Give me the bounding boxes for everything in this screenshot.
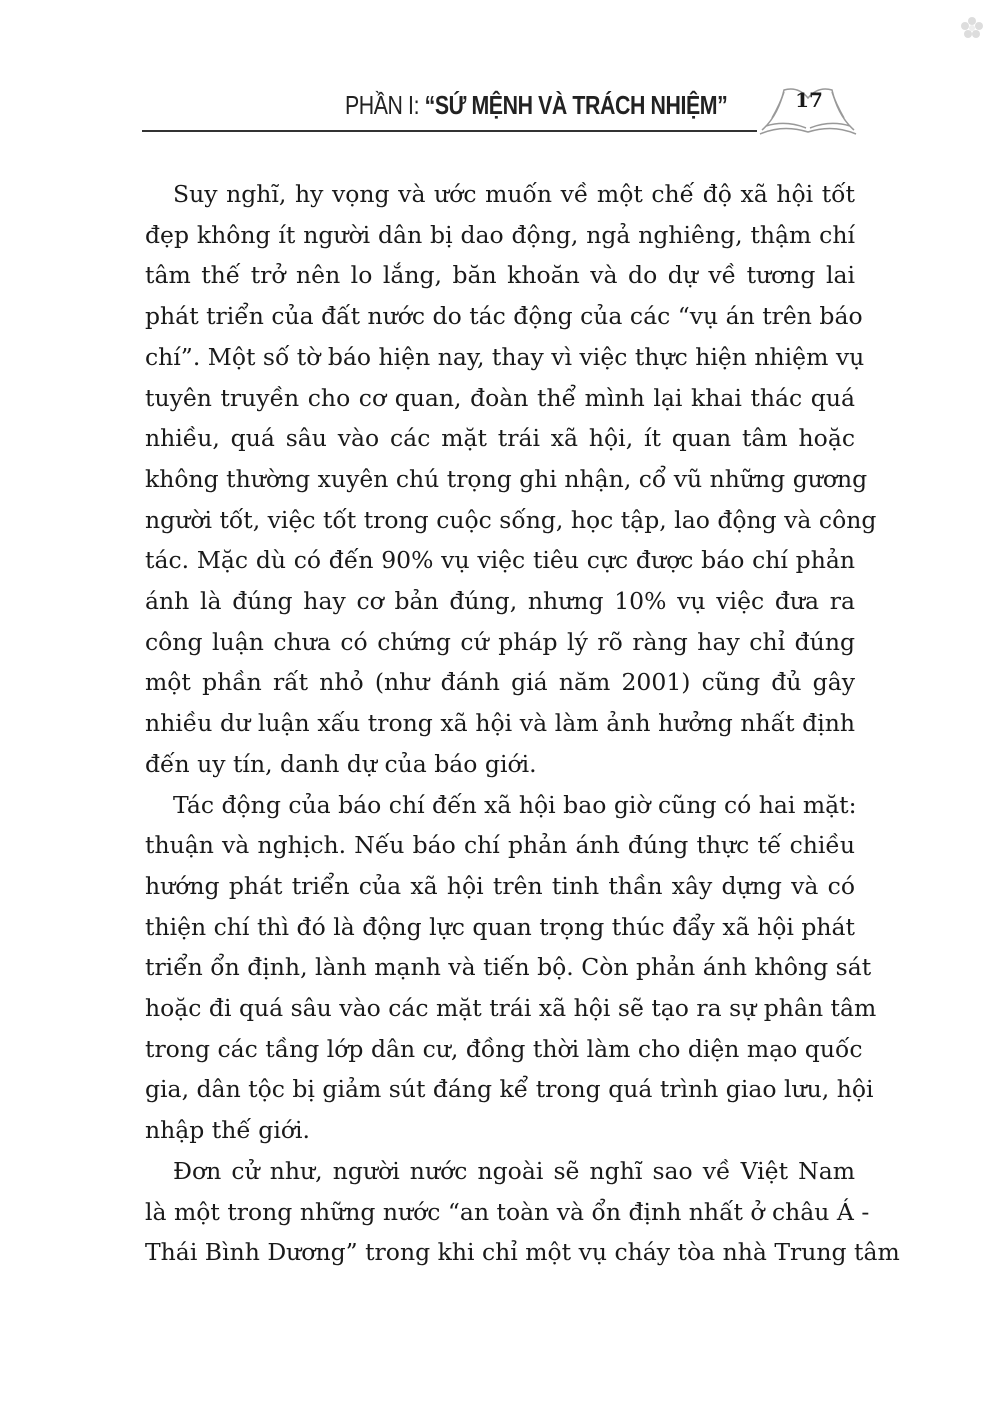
paragraph <box>145 174 877 785</box>
text-line: người tốt, việc tốt trong cuộc sống, học tập, lao động và công <box>145 505 877 534</box>
part-label: PHẦN I: <box>344 90 425 120</box>
text-line: ánh là đúng hay cơ bản đúng, nhưng 10% vụ việc đưa ra <box>145 587 855 616</box>
text-line: tâm thế trở nên lo lắng, băn khoăn và do dự về tương lai <box>145 261 855 290</box>
text-line: không thường xuyên chú trọng ghi nhận, cổ vũ những gương <box>145 464 868 493</box>
text-line: nhập thế giới. <box>145 1116 310 1145</box>
text-line: một phần rất nhỏ (như đánh giá năm 2001) cũng đủ gây <box>145 668 855 697</box>
text-line: chí”. Một số tờ báo hiện nay, thay vì việc thực hiện nhiệm vụ <box>145 342 865 371</box>
text-line: đẹp không ít người dân bị dao động, ngả nghiêng, thậm chí <box>145 220 855 249</box>
text-line: Thái Bình Dương” trong khi chỉ một vụ cháy tòa nhà Trung tâm <box>145 1238 900 1267</box>
page-body-text <box>145 174 900 1273</box>
text-line: triển ổn định, lành mạnh và tiến bộ. Còn phản ánh không sát <box>145 953 872 982</box>
part-title: “SỨ MỆNH VÀ TRÁCH NHIỆM” <box>424 90 727 120</box>
text-line: nhiều dư luận xấu trong xã hội và làm ảnh hưởng nhất định <box>145 709 855 738</box>
text-line: Suy nghĩ, hy vọng và ước muốn về một chế độ xã hội tốt <box>173 180 855 208</box>
text-line: đến uy tín, danh dự của báo giới. <box>145 749 537 778</box>
running-header <box>142 84 757 132</box>
text-line: gia, dân tộc bị giảm sút đáng kể trong quá trình giao lưu, hội <box>145 1075 874 1104</box>
text-line: nhiều, quá sâu vào các mặt trái xã hội, ít quan tâm hoặc <box>145 424 855 453</box>
text-line: Đơn cử như, người nước ngoài sẽ nghĩ sao về Việt Nam <box>173 1156 855 1185</box>
paragraph <box>145 785 877 1151</box>
text-line: công luận chưa có chứng cứ pháp lý rõ ràng hay chỉ đúng <box>145 627 855 656</box>
text-line: hoặc đi quá sâu vào các mặt trái xã hội sẽ tạo ra sự phân tâm <box>145 994 877 1023</box>
text-line: hướng phát triển của xã hội trên tinh thần xây dựng và có <box>145 871 855 900</box>
text-line: trong các tầng lớp dân cư, đồng thời làm cho diện mạo quốc <box>145 1034 863 1063</box>
text-line: thuận và nghịch. Nếu báo chí phản ánh đúng thực tế chiều <box>145 831 855 860</box>
paragraph <box>145 1151 900 1273</box>
text-line: Tác động của báo chí đến xã hội bao giờ cũng có hai mặt: <box>173 790 857 819</box>
text-line: là một trong những nước “an toàn và ổn định nhất ở châu Á - <box>145 1197 870 1226</box>
text-line: thiện chí thì đó là động lực quan trọng thúc đẩy xã hội phát <box>145 912 855 941</box>
page-number: 17 <box>795 88 823 112</box>
header-title <box>345 90 727 121</box>
text-line: phát triển của đất nước do tác động của các “vụ án trên báo <box>145 302 863 331</box>
flower-watermark-icon <box>960 16 984 40</box>
text-line: tuyên truyền cho cơ quan, đoàn thể mình lại khai thác quá <box>145 383 855 412</box>
text-line: tác. Mặc dù có đến 90% vụ việc tiêu cực được báo chí phản <box>145 546 855 575</box>
